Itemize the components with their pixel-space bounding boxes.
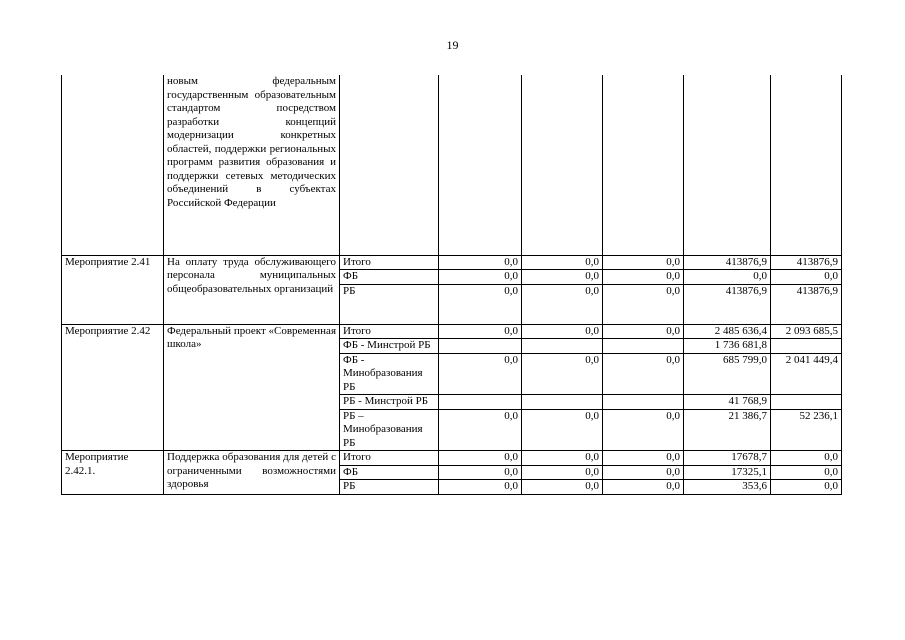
value-cell: 0,0 [439, 255, 522, 270]
source-cell: РБ – Минобразования РБ [340, 409, 439, 451]
value-cell: 0,0 [522, 270, 603, 285]
value-cell [522, 339, 603, 354]
value-cell: 0,0 [771, 480, 842, 495]
measure-name-cell: новым федеральным государственным образовательным стандартом посредством разработки концепций модернизации конкретных областей, поддержки региональных программ развития образования и поддержки сетевых методических объединений в субъектах Российской Федерации [164, 75, 340, 255]
value-cell [771, 75, 842, 255]
value-cell: 0,0 [522, 465, 603, 480]
measure-id-cell: Мероприятие 2.42 [62, 324, 164, 451]
continuation-row [62, 75, 842, 255]
value-cell: 0,0 [771, 270, 842, 285]
source-cell: ФБ [340, 465, 439, 480]
value-cell: 0,0 [522, 255, 603, 270]
value-cell: 0,0 [603, 324, 684, 339]
budget-table [61, 75, 842, 495]
value-cell: 0,0 [603, 409, 684, 451]
value-cell: 17678,7 [684, 451, 771, 466]
source-cell: ФБ - Минобразования РБ [340, 353, 439, 395]
value-cell: 0,0 [522, 451, 603, 466]
measure-id-cell: Мероприятие 2.42.1. [62, 451, 164, 495]
value-cell: 0,0 [439, 353, 522, 395]
table-row [62, 451, 842, 466]
value-cell: 0,0 [439, 324, 522, 339]
value-cell: 0,0 [603, 270, 684, 285]
value-cell: 2 041 449,4 [771, 353, 842, 395]
value-cell: 21 386,7 [684, 409, 771, 451]
value-cell [603, 339, 684, 354]
source-cell: РБ - Минстрой РБ [340, 395, 439, 410]
value-cell [771, 339, 842, 354]
source-cell [340, 75, 439, 255]
value-cell: 0,0 [439, 270, 522, 285]
value-cell: 52 236,1 [771, 409, 842, 451]
source-cell: Итого [340, 324, 439, 339]
source-cell: РБ [340, 480, 439, 495]
value-cell [603, 395, 684, 410]
value-cell: 0,0 [522, 409, 603, 451]
value-cell [603, 75, 684, 255]
value-cell [771, 395, 842, 410]
value-cell: 0,0 [603, 480, 684, 495]
table-row [62, 324, 842, 339]
value-cell: 0,0 [439, 451, 522, 466]
value-cell [439, 395, 522, 410]
value-cell: 0,0 [684, 270, 771, 285]
value-cell [439, 339, 522, 354]
measure-id-cell [62, 75, 164, 255]
value-cell: 0,0 [439, 409, 522, 451]
value-cell: 2 093 685,5 [771, 324, 842, 339]
value-cell [522, 75, 603, 255]
value-cell: 0,0 [522, 284, 603, 324]
value-cell: 0,0 [603, 451, 684, 466]
source-cell: ФБ - Минстрой РБ [340, 339, 439, 354]
value-cell: 0,0 [522, 480, 603, 495]
page-number: 19 [446, 38, 459, 52]
source-cell: Итого [340, 255, 439, 270]
value-cell: 0,0 [522, 324, 603, 339]
source-cell: Итого [340, 451, 439, 466]
value-cell: 0,0 [771, 465, 842, 480]
value-cell: 0,0 [771, 451, 842, 466]
measure-id-cell: Мероприятие 2.41 [62, 255, 164, 324]
value-cell: 1 736 681,8 [684, 339, 771, 354]
source-cell: РБ [340, 284, 439, 324]
value-cell: 0,0 [603, 284, 684, 324]
value-cell: 353,6 [684, 480, 771, 495]
value-cell [684, 75, 771, 255]
source-cell: ФБ [340, 270, 439, 285]
measure-name-cell: На оплату труда обслуживающего персонала муниципальных общеобразовательных организаций [164, 255, 340, 324]
value-cell: 0,0 [603, 465, 684, 480]
value-cell: 0,0 [603, 255, 684, 270]
value-cell: 0,0 [439, 465, 522, 480]
value-cell: 413876,9 [684, 255, 771, 270]
value-cell: 413876,9 [684, 284, 771, 324]
measure-name-cell: Поддержка образования для детей с ограниченными возможностями здоровья [164, 451, 340, 495]
measure-name-cell: Федеральный проект «Современная школа» [164, 324, 340, 451]
value-cell: 413876,9 [771, 284, 842, 324]
value-cell: 41 768,9 [684, 395, 771, 410]
value-cell: 17325,1 [684, 465, 771, 480]
value-cell: 685 799,0 [684, 353, 771, 395]
value-cell: 0,0 [603, 353, 684, 395]
value-cell [522, 395, 603, 410]
value-cell: 2 485 636,4 [684, 324, 771, 339]
value-cell [439, 75, 522, 255]
table-row [62, 255, 842, 270]
value-cell: 0,0 [522, 353, 603, 395]
value-cell: 413876,9 [771, 255, 842, 270]
value-cell: 0,0 [439, 480, 522, 495]
value-cell: 0,0 [439, 284, 522, 324]
